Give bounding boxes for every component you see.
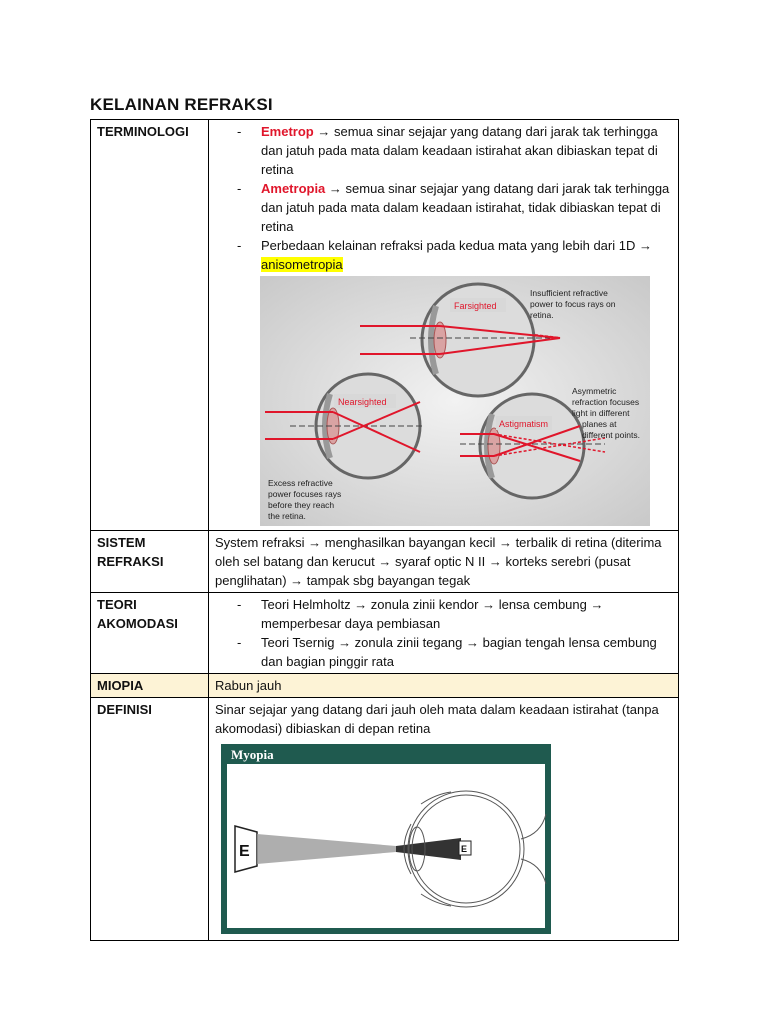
definition-text: Perbedaan kelainan refraksi pada kedua mata yang lebih dari 1D → [261,238,652,253]
note-text: Excess refractive [268,478,333,488]
label-line: AKOMODASI [97,616,178,631]
svg-text:E: E [461,844,468,854]
row-label: DEFINISI [91,698,209,941]
refraction-table [90,119,679,941]
note-text: light in different [572,408,630,418]
list-item: - Teori Tsernig → zonula zinii tegang → bagian tengah lensa cembung dan bagian pinggir rata [215,633,672,671]
note-text: the retina. [268,511,306,521]
farsighted-label: Farsighted [454,301,497,311]
row-content: Rabun jauh [209,674,679,698]
label-line: SISTEM [97,535,146,550]
definition-text: → semua sinar sejajar yang datang dari jarak tak terhingga dan jatuh pada mata dalam keadaan istirahat, tidak dibiaskan tepat di retina [261,181,670,234]
highlight-anisometropia: anisometropia [261,257,343,272]
note-text: power focuses rays [268,489,342,499]
table-row [91,593,679,674]
astigmatism-label: Astigmatism [499,419,549,429]
row-label [91,531,209,593]
table-row [91,674,679,698]
eye-chart-object [235,826,257,872]
term-emetrop: Emetrop [261,124,314,139]
table-row [91,120,679,531]
image-on-retina [459,841,471,855]
table-row [91,698,679,941]
note-text: different points. [582,430,640,440]
list-item [215,236,672,274]
table-row [91,531,679,593]
label-line: REFRAKSI [97,554,164,569]
note-text: before they reach [268,500,335,510]
svg-text:E: E [239,843,250,860]
list-item: - Teori Helmholtz → zonula zinii kendor → lensa cembung → memperbesar daya pembiasan [215,595,672,633]
myopia-figure [221,744,551,934]
row-content [209,120,679,531]
row-content: System refraksi → menghasilkan bayangan kecil → terbalik di retina (diterima oleh sel batang dan kerucut → syaraf optic N II → korteks serebri (pusat penglihatan) → tampak sbg bayangan tegak [209,531,679,593]
nearsighted-label: Nearsighted [338,397,387,407]
definition-text: → semua sinar sejajar yang datang dari jarak tak terhingga dan jatuh pada mata dalam keadaan istirahat akan dibiaskan tepat di retina [261,124,658,177]
note-text: refraction focuses [572,397,640,407]
note-text: Insufficient refractive [530,288,608,298]
label-line: TEORI [97,597,137,612]
row-content [209,698,679,941]
term-ametropia: Ametropia [261,181,326,196]
row-content [209,593,679,674]
list-item [215,122,672,179]
note-text: Asymmetric [572,386,617,396]
row-label: MIOPIA [91,674,209,698]
note-text: planes at [582,419,617,429]
page-title: KELAINAN REFRAKSI [90,95,273,114]
row-label [91,593,209,674]
row-label: TERMINOLOGI [91,120,209,531]
refraction-errors-figure [260,276,650,526]
definition-text: Sinar sejajar yang datang dari jauh oleh mata dalam keadaan istirahat (tanpa akomodasi) dibiaskan di depan retina [215,702,659,736]
note-text: retina. [530,310,554,320]
note-text: power to focus rays on [530,299,616,309]
myopia-figure-title: Myopia [231,747,274,762]
list-item [215,179,672,236]
